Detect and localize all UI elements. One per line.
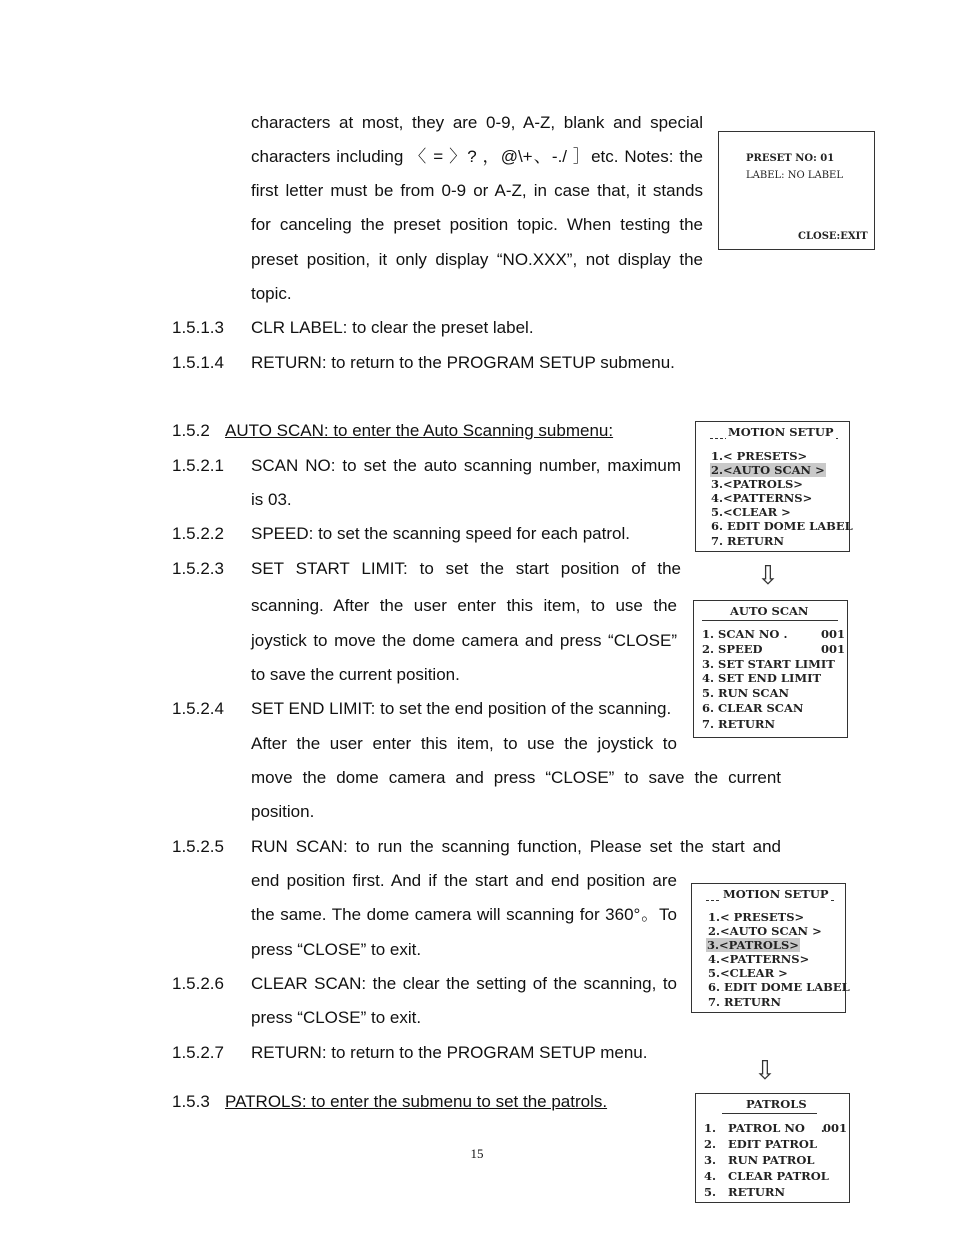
section-text: SET END LIMIT: to set the end position of the scanning.	[251, 699, 672, 718]
menu-title: AUTO SCAN	[730, 604, 809, 618]
section-text: CLEAR SCAN: the clear the setting of the scanning, to	[251, 974, 677, 993]
paragraph-line: characters including 〈 = 〉? ，@\+、-./ ］etc. Notes: the	[251, 147, 703, 166]
preset-no-line: PRESET NO: 01	[746, 153, 835, 164]
menu-item: 1.< PRESETS>	[711, 449, 808, 463]
section-text: end position first. And if the start and end position are	[251, 871, 677, 890]
section-text: press “CLOSE” to exit.	[251, 1008, 422, 1027]
title-divider	[722, 1113, 817, 1114]
menu-item: 7. RETURN	[702, 717, 775, 731]
section-text: the same. The dome camera will scanning for 360°。To	[251, 905, 677, 924]
menu-title: PATROLS	[746, 1097, 807, 1111]
menu-title: MOTION SETUP	[723, 887, 829, 901]
auto-scan-screen	[693, 600, 848, 738]
down-arrow-icon: ⇩	[754, 1056, 776, 1086]
menu-item: 4.<PATTERNS>	[708, 952, 810, 966]
section-number: 1.5.2.2	[172, 524, 224, 543]
section-text: joystick to move the dome camera and press “CLOSE”	[251, 631, 677, 650]
section-text: press “CLOSE” to exit.	[251, 940, 422, 959]
scan-no-value: 001	[821, 627, 846, 641]
section-number: 1.5.1.4	[172, 353, 224, 372]
section-text: RETURN: to return to the PROGRAM SETUP submenu.	[251, 353, 675, 372]
menu-item: 2.<AUTO SCAN >	[708, 924, 822, 938]
section-text: RUN SCAN: to run the scanning function, Please set the start and	[251, 837, 781, 856]
section-number: 1.5.2	[172, 421, 210, 440]
section-number: 1.5.2.3	[172, 559, 224, 578]
paragraph-line: preset position, it only display “NO.XXX”, not display the	[251, 250, 703, 269]
menu-item: 6. EDIT DOME LABEL	[711, 519, 853, 533]
menu-item: 1.< PRESETS>	[708, 910, 805, 924]
menu-item: 5. RUN SCAN	[702, 686, 790, 700]
menu-item: 1. PATROL NO .	[704, 1121, 825, 1135]
menu-item: 5. RETURN	[704, 1185, 785, 1199]
section-number: 1.5.3	[172, 1092, 210, 1111]
section-text: scanning. After the user enter this item, to use the	[251, 596, 677, 615]
menu-item: 3. RUN PATROL	[704, 1153, 815, 1167]
section-number: 1.5.2.6	[172, 974, 224, 993]
menu-item: 7. RETURN	[708, 995, 781, 1009]
section-number: 1.5.2.7	[172, 1043, 224, 1062]
section-number: 1.5.2.4	[172, 699, 224, 718]
close-exit-line: CLOSE:EXIT	[798, 231, 868, 242]
menu-item: 5.<CLEAR >	[708, 966, 788, 980]
down-arrow-icon: ⇩	[757, 561, 779, 591]
menu-title: MOTION SETUP	[728, 425, 834, 439]
speed-value: 001	[821, 642, 846, 656]
menu-item-selected: 2.<AUTO SCAN >	[711, 463, 825, 477]
menu-item: 6. CLEAR SCAN	[702, 701, 804, 715]
menu-item: 1. SCAN NO .	[702, 627, 788, 641]
section-heading: AUTO SCAN: to enter the Auto Scanning submenu:	[225, 421, 614, 440]
paragraph-line: topic.	[251, 284, 292, 303]
section-text: SPEED: to set the scanning speed for each patrol.	[251, 524, 630, 543]
paragraph-line: characters at most, they are 0-9, A-Z, blank and special	[251, 113, 703, 132]
page-number: 15	[470, 1146, 484, 1161]
menu-item: 4. SET END LIMIT	[702, 671, 822, 685]
section-text: RETURN: to return to the PROGRAM SETUP menu.	[251, 1043, 648, 1062]
title-divider	[702, 620, 838, 621]
section-number: 1.5.2.5	[172, 837, 224, 856]
menu-item: 2. EDIT PATROL	[704, 1137, 818, 1151]
motion-setup-screen	[691, 883, 850, 1013]
motion-setup-screen	[695, 421, 853, 552]
patrol-no-value: 001	[823, 1121, 848, 1135]
section-text: CLR LABEL: to clear the preset label.	[251, 318, 534, 337]
menu-item: 4. CLEAR PATROL	[704, 1169, 829, 1183]
preset-label-screen	[718, 131, 875, 250]
section-text: is 03.	[251, 490, 292, 509]
menu-item: 4.<PATTERNS>	[711, 491, 813, 505]
paragraph-line: for canceling the preset position topic. When testing the	[251, 215, 703, 234]
section-text: to save the current position.	[251, 665, 460, 684]
paragraph-line: first letter must be from 0-9 or A-Z, in case that, it stands	[251, 181, 703, 200]
menu-item-selected: 3.<PATROLS>	[707, 938, 799, 952]
section-text: After the user enter this item, to use the joystick to	[251, 734, 677, 753]
section-heading: PATROLS: to enter the submenu to set the patrols.	[225, 1092, 608, 1111]
section-text: move the dome camera and press “CLOSE” to save the current	[251, 768, 781, 787]
menu-item: 3.<PATROLS>	[711, 477, 803, 491]
label-line: LABEL: NO LABEL	[746, 170, 843, 181]
section-number: 1.5.1.3	[172, 318, 224, 337]
section-number: 1.5.2.1	[172, 456, 224, 475]
menu-item: 7. RETURN	[711, 534, 784, 548]
menu-item: 6. EDIT DOME LABEL	[708, 980, 850, 994]
menu-item: 3. SET START LIMIT	[702, 657, 835, 671]
section-text: position.	[251, 802, 315, 821]
menu-item: 5.<CLEAR >	[711, 505, 791, 519]
menu-item: 2. SPEED	[702, 642, 763, 656]
section-text: SET START LIMIT: to set the start position of the	[251, 559, 681, 578]
section-text: SCAN NO: to set the auto scanning number, maximum	[251, 456, 681, 475]
